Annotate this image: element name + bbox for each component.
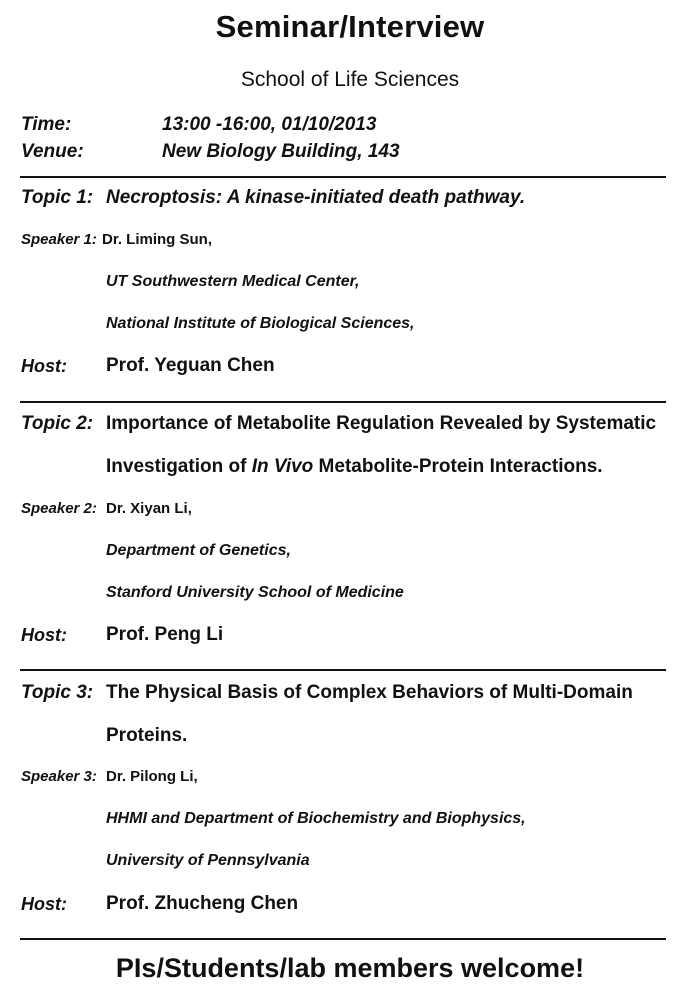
- speaker-1-affiliation: National Institute of Biological Sciences,: [106, 315, 415, 332]
- topic-3-title-line-1: The Physical Basis of Complex Behaviors of Multi-Domain: [106, 682, 633, 703]
- speaker-2-affiliation: Department of Genetics,: [106, 542, 291, 559]
- host-2-name: Prof. Peng Li: [106, 624, 224, 645]
- topic-2-title-italic: In Vivo: [251, 456, 314, 477]
- speaker-3-affiliation: University of Pennsylvania: [106, 852, 310, 869]
- topic-2-title-line-2: [106, 456, 603, 478]
- time-value: 13:00 -16:00, 01/10/2013: [162, 114, 377, 135]
- venue-value: New Biology Building, 143: [162, 141, 400, 162]
- host-2-label: Host:: [21, 625, 67, 645]
- topic-3-label: Topic 3:: [21, 682, 94, 703]
- page-subtitle: School of Life Sciences: [240, 68, 460, 91]
- topic-1-title: Necroptosis: A kinase-initiated death pathway.: [106, 187, 526, 208]
- divider: [20, 669, 666, 671]
- speaker-3-label: Speaker 3:: [21, 768, 97, 785]
- host-1-label: Host:: [21, 356, 67, 376]
- speaker-1-name: Dr. Liming Sun,: [102, 231, 213, 248]
- speaker-2-label: Speaker 2:: [21, 500, 97, 517]
- time-label: Time:: [21, 114, 72, 135]
- speaker-3-name: Dr. Pilong Li,: [106, 768, 198, 785]
- divider: [20, 401, 666, 403]
- host-3-label: Host:: [21, 894, 67, 914]
- topic-2-title-part: Investigation of: [106, 456, 252, 477]
- divider: [20, 176, 666, 178]
- page-title: Seminar/Interview: [215, 9, 485, 44]
- speaker-2-affiliation: Stanford University School of Medicine: [106, 584, 404, 601]
- speaker-1-label: Speaker 1:: [21, 231, 97, 248]
- topic-2-title-line-1: Importance of Metabolite Regulation Revealed by Systematic: [106, 413, 657, 434]
- topic-1-label: Topic 1:: [21, 187, 94, 208]
- host-3-name: Prof. Zhucheng Chen: [106, 893, 299, 914]
- speaker-1-affiliation: UT Southwestern Medical Center,: [106, 273, 360, 290]
- speaker-2-name: Dr. Xiyan Li,: [106, 500, 192, 517]
- speaker-3-affiliation: HHMI and Department of Biochemistry and Biophysics,: [106, 810, 526, 827]
- venue-label: Venue:: [21, 141, 84, 162]
- divider: [20, 938, 666, 940]
- topic-2-title-part: Metabolite-Protein Interactions.: [313, 456, 603, 477]
- host-1-name: Prof. Yeguan Chen: [106, 355, 275, 376]
- footer-welcome: PIs/Students/lab members welcome!: [115, 953, 585, 983]
- topic-2-label: Topic 2:: [21, 413, 94, 434]
- topic-3-title-line-2: Proteins.: [106, 725, 188, 746]
